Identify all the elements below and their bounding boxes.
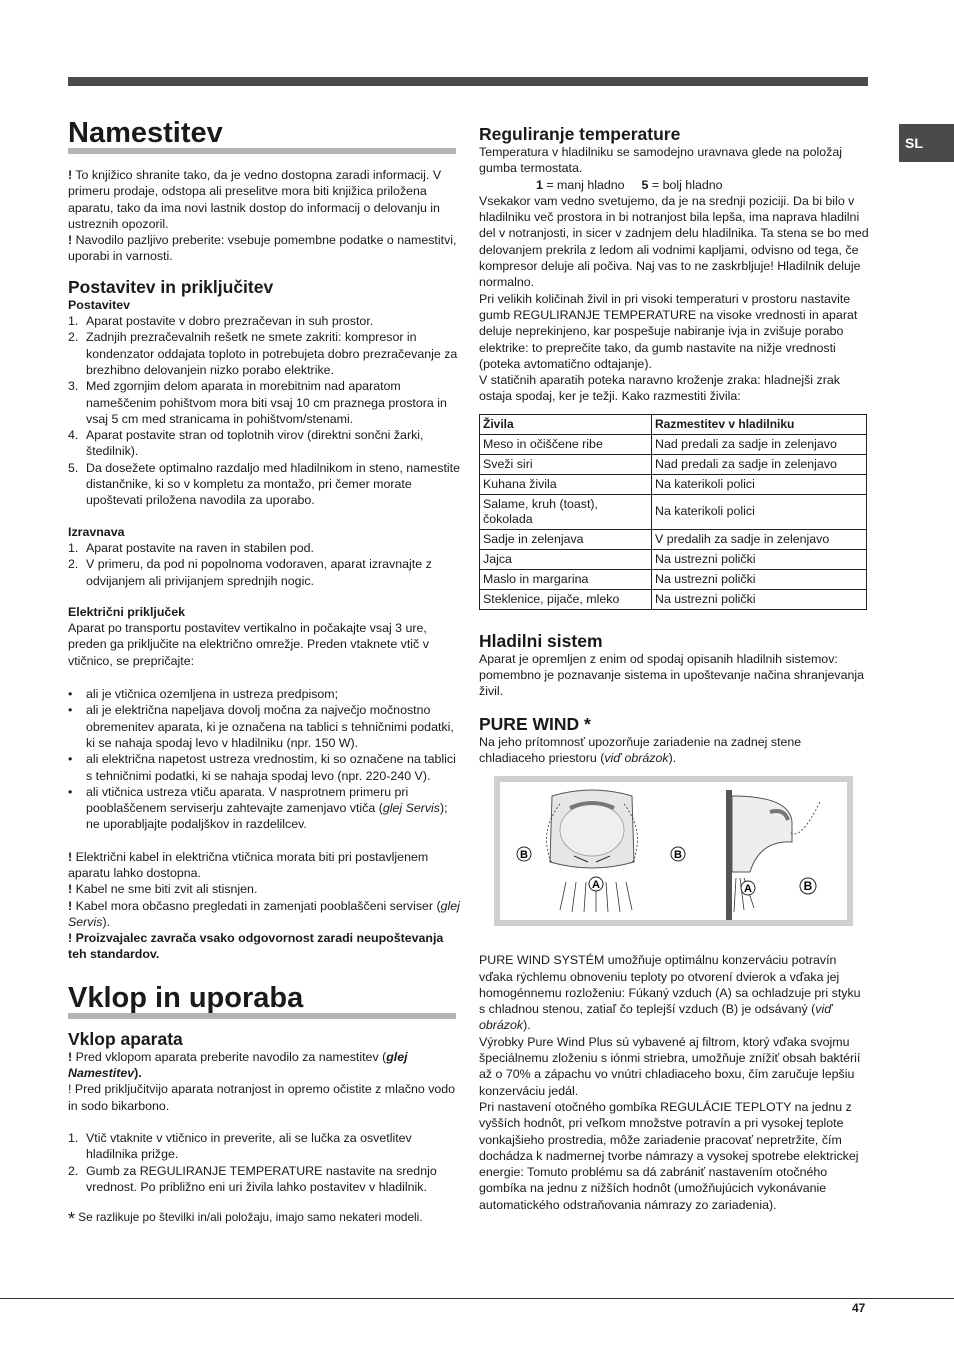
- fan-grille: [560, 804, 624, 856]
- reg-p3: Pri velikih količinah živil in pri visoki temperaturi v prostoru nastavite gumb REGULIRANJE TEMPERATURE na visoke vrednosti in aparat deluje neprekinjeno, kar pospešuje nabiranje ivja in zvišuje porabo elektrike: to preprečite tako, da gumb nastavite na nižje vrednosti (poteka avtomatično odtajanje).: [479, 291, 858, 371]
- table-header: Živila: [480, 414, 652, 434]
- list-item: • ali je električna napeljava dovolj močna za največjo močnostno obremenitev aparata, ki je označena na tablici s tehničnimi podatki, ki se nahaja spodaj levo v hladilniku (npr. 150 W).: [68, 703, 454, 750]
- excl-mark: !: [68, 168, 73, 182]
- warning: ! Proizvajalec zavrača vsako odgovornost zaradi neupoštevanja teh standardov.: [68, 931, 444, 962]
- vklop-p2: ! Pred priključitvijo aparata notranjost in opremo očistite z mlačno vodo in sodo bikarbono.: [68, 1082, 456, 1113]
- list-item: 3. Med zgornjim delom aparata in morebitnim nad aparatom nameščenim pohištvom mora biti vsaj 10 cm praznega prostora in vsaj 5 cm med stranicama in pohištvom/stenami.: [68, 379, 447, 426]
- page-number: 47: [852, 1301, 866, 1315]
- table-row: Sadje in zelenjava V predalih za sadje in zelenjavo: [480, 529, 867, 549]
- svg-text:B: B: [520, 849, 528, 862]
- section-hladilni-sistem: Hladilni sistem: [479, 630, 603, 651]
- vklop-p1: ! Pred vklopom aparata preberite navodilo za namestitev (glej Namestitev).: [68, 1049, 408, 1081]
- section-pure-wind: PURE WIND *: [479, 713, 591, 734]
- hlad-text: Aparat je opremljen z enim od spodaj opisanih hladilnih sistemov: pomembno je poznavanje sistema in upoštevanje načina shranjevanja živil.: [479, 651, 865, 699]
- pure-text: Na jeho prítomnosť upozorňuje zariadenie na zadnej stene chladiaceho priestoru (viď obrázok).: [479, 734, 802, 765]
- list-item: 1. Vtič vtaknite v vtičnico in preverite, ali se lučka za osvetlitev hladilnika prižge.: [68, 1130, 412, 1162]
- list-item: 1. Aparat postavite na raven in stabilen pod.: [68, 540, 314, 555]
- pw-p1: PURE WIND SYSTÉM umožňuje optimálnu konzerváciu potravín vďaka rýchlemu obnoveniu teploty po otvorení dvierok a vďaka jej homogénnemu rozloženiu: Fúkaný vzduch (A) sa ochladzuje pri styku s chladnou stenou, zatiaľ čo teplejší vzduch (B) je odsávaný (viď obrázok).: [479, 953, 861, 1033]
- table-row: Kuhana živila Na katerikoli polici: [480, 474, 867, 494]
- label-a-side-icon: [741, 881, 755, 895]
- label-b-right-icon: [671, 847, 685, 861]
- izravnava-list: [68, 540, 460, 589]
- label-a-icon: [589, 877, 603, 891]
- bullet-icon: •: [68, 703, 73, 718]
- warning: ! Kabel ne sme biti zvit ali stisnjen.: [68, 882, 258, 897]
- list-item: 1. Aparat postavite v dobro prezračevan in suh prostor.: [68, 314, 374, 329]
- table-header: Razmestitev v hladilniku: [652, 414, 867, 434]
- reg-scale: 1 = manj hladno 5 = bolj hladno: [536, 177, 723, 192]
- section-postavitev-prikljucitev: Postavitev in priključitev: [68, 276, 274, 297]
- airflow-line-side: [790, 802, 820, 834]
- vklop-list: [68, 1130, 460, 1195]
- label-b-left-icon: [517, 847, 531, 861]
- top-bar: [68, 77, 868, 86]
- izravnava-heading: Izravnava: [68, 524, 125, 539]
- postavitev-heading: Postavitev: [68, 297, 130, 312]
- bullet-icon: •: [68, 752, 73, 767]
- pure-wind-figure: [494, 776, 853, 926]
- pure-wind-description: [479, 952, 869, 1213]
- warnings: [68, 849, 460, 963]
- list-item: 4. Aparat postavite stran od toplotnih virov (direktni sončni žarki, štedilnik).: [68, 428, 424, 459]
- table-row: Jajca Na ustrezni polički: [480, 549, 867, 569]
- wall: [726, 790, 732, 920]
- list-item: 2. V primeru, da pod ni popolnoma vodoraven, aparat izravnajte z odvijanjem ali privijanjem sprednjih nogic.: [68, 557, 432, 588]
- elektricni-text: Aparat po transportu postavitev vertikalno in počakajte vsaj 3 ure, preden ga priključite na električno omrežje. Preden vtaknete vtič v vtičnico, se prepričajte:: [68, 621, 429, 668]
- table-header-row: [480, 414, 867, 434]
- bullet-icon: •: [68, 687, 73, 702]
- svg-text:A: A: [592, 879, 600, 892]
- reg-p1: Temperatura v hladilniku se samodejno uravnava glede na položaj gumba termostata.: [479, 145, 842, 176]
- excl-mark: !: [68, 233, 73, 248]
- title-vklop-uporaba: Vklop in uporaba: [68, 983, 456, 1019]
- list-item: • ali vtičnica ustreza vtiču aparata. V nasprotnem primeru pri pooblaščenem serviserju zahtevajte zamenjavo vtiča (glej Servis); ne uporabljajte podaljškov in razdelilcev.: [68, 784, 448, 832]
- list-item: 2. Gumb za REGULIRANJE TEMPERATURE nastavite na srednjo vrednost. Po približno eni uri živila lahko postavitev v hladilnik.: [68, 1163, 437, 1194]
- postavitev-list: [68, 313, 460, 509]
- footer-rule: [0, 1298, 954, 1299]
- svg-text:A: A: [744, 883, 752, 896]
- table-row: Salame, kruh (toast), čokolada Na katerikoli polici: [480, 494, 867, 529]
- footnote: * Se razlikuje po številki in/ali položaju, imajo samo nekateri modeli.: [68, 1209, 423, 1230]
- intro-p2: ! Navodilo pazljivo preberite: vsebuje pomembne podatke o namestitvi, uporabi in varnosti.: [68, 233, 457, 264]
- list-item: • ali električna napetost ustreza vrednostim, ki so označene na tablici s tehničnimi podatki, ki se nahaja spodaj levo (npr. 220-240 V).: [68, 752, 456, 783]
- svg-text:B: B: [803, 879, 813, 894]
- table-row: Meso in očiščene ribe Nad predali za sadje in zelenjavo: [480, 434, 867, 454]
- pw-p2: Výrobky Pure Wind Plus sú vybavené aj filtrom, ktorý vďaka svojmu špeciálnemu zloženiu s iónmi striebra, umožňuje znížiť obsah baktérií až o 70% a zápachu vo vnútri chladiaceho boxu, čím zaručuje lepšiu konzerváciu jedál.: [479, 1034, 861, 1098]
- table-row: Maslo in margarina Na ustrezni polički: [480, 569, 867, 589]
- left-column: [68, 117, 460, 1230]
- pw-p3: Pri nastavení otočného gombíka REGULÁCIE TEPLOTY na jednu z vyšších hodnôt, pri veľkom množstve potravín a pri vysokej teplote vonkajšieho prostredia, môže zariadenie pracovať nepretržite, čím dochádza k nadmernej tvorbe námrazy a vysokej spotrebe elektrickej energie: Tomuto problému sa dá zabrániť nastavením otočného gombíka na jednu z nižších hodnôt (umožňujúcich vykonávanie automatického odstraňovania námrazy zo zariadenia).: [479, 1099, 859, 1212]
- reg-p2: Vsekakor vam vedno svetujemo, da je na srednji poziciji. Da bi bilo v hladilniku več prostora in bi notranjost bila lepša, ima naprava hladilni del v notranjosti, in sicer v zadnjem delu hladilnika. Ta stena se bo med delovanjem prekrila z ledom ali vodnimi kapljami, odvisno od tega, če kompresor deluje ali počiva. Naj vas to ne zaskrbljuje! Hladilnik deluje normalno.: [479, 193, 869, 290]
- list-item: 5. Da dosežete optimalno razdaljo med hladilnikom in steno, namestite distančnike, ki so v kompletu za montažo, pri čemer morate upoštevati priložena navodila za uporabo.: [68, 460, 460, 508]
- table-row: Steklenice, pijače, mleko Na ustrezni polički: [480, 589, 867, 609]
- intro: [68, 167, 460, 265]
- section-reguliranje: Reguliranje temperature: [479, 124, 681, 144]
- language-tab: SL: [899, 124, 954, 162]
- svg-text:B: B: [674, 849, 682, 862]
- table-row: Sveži siri Nad predali za sadje in zelenjavo: [480, 454, 867, 474]
- reg-p4: V statičnih aparatih poteka naravno kroženje zraka: hladnejši zrak ostaja spodaj, ker je težji. Kako razmestiti živila:: [479, 373, 840, 404]
- warning: ! Kabel mora občasno pregledati in zamenjati pooblaščeni serviser (glej Servis).: [68, 898, 460, 929]
- right-column: [479, 124, 869, 1213]
- pure-wind-diagram: [500, 782, 847, 920]
- label-b-side-icon: [800, 878, 816, 894]
- bullet-icon: •: [68, 784, 73, 799]
- list-item: 2. Zadnjih prezračevalnih rešetk ne smete zakriti: kompresor in kondenzator oddajata toploto in potrebujeta dobro prezračevanje za brezhibno delovanjein nizko porabo elektrike.: [68, 330, 458, 377]
- fan-unit-side: [732, 796, 792, 872]
- section-vklop-aparata: Vklop aparata: [68, 1028, 183, 1049]
- title-namestitev: Namestitev: [68, 118, 456, 154]
- intro-p1: ! To knjižico shranite tako, da je vedno dostopna zaradi informacij. V primeru prodaje, odstopa ali preselitve mora biti knjižica priložena aparatu, tako da ima novi lastnik dostop do informacij o delovanju in ustreznih opozoril.: [68, 168, 442, 231]
- warning: ! Električni kabel in električna vtičnica morata biti pri postavljenem aparatu lahko dostopna.: [68, 849, 429, 880]
- storage-table: [479, 414, 867, 610]
- checklist: [68, 686, 460, 833]
- list-item: • ali je vtičnica ozemljena in ustreza predpisom;: [68, 687, 339, 702]
- elektricni-heading: Električni priključek: [68, 604, 186, 619]
